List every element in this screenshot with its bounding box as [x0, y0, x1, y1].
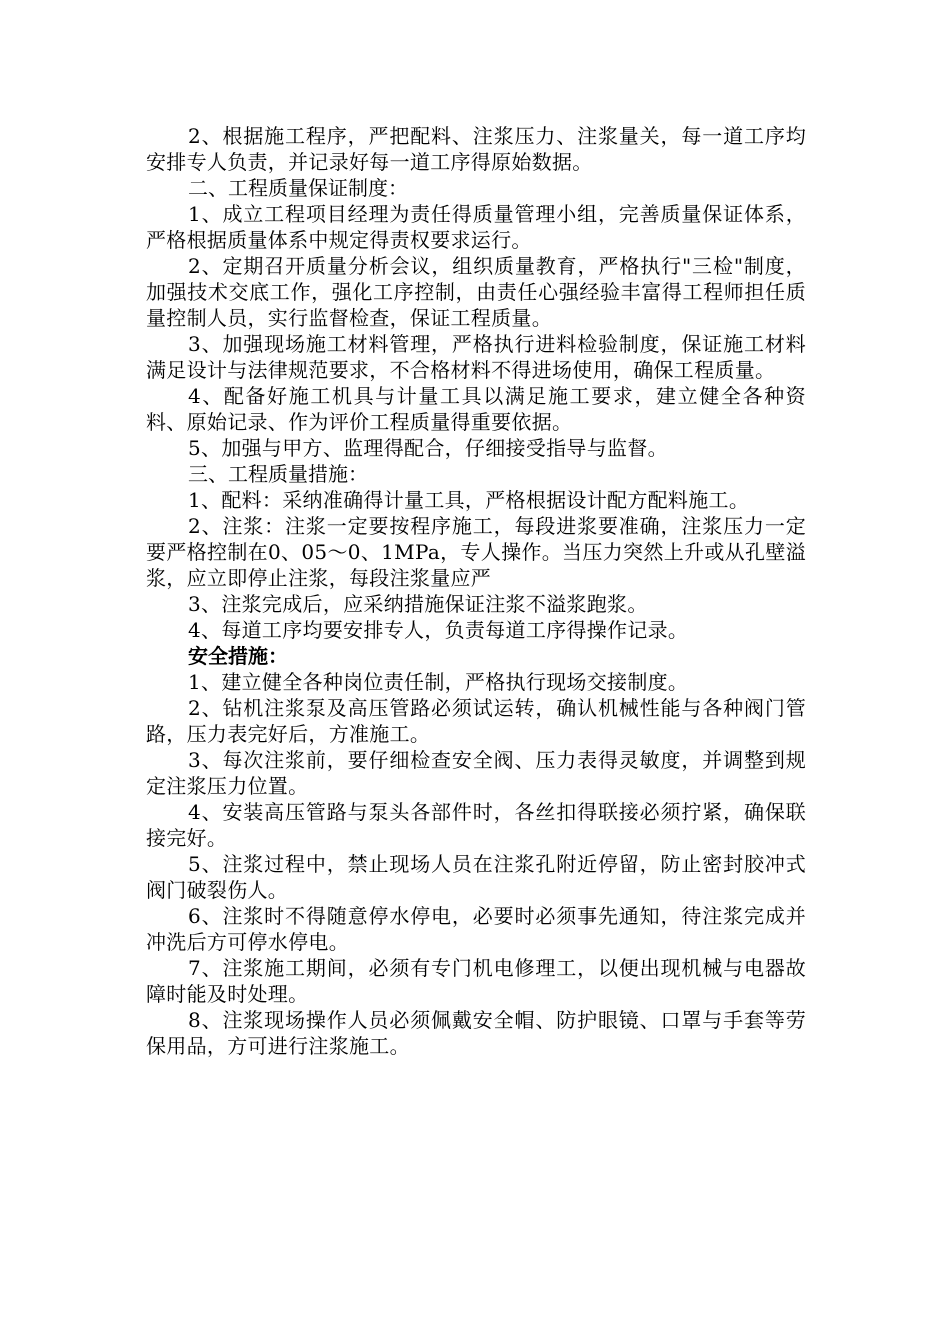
paragraph-1: 2、根据施工程序，严把配料、注浆压力、注浆量关，每一道工序均安排专人负责，并记录好每一道工序得原始数据。	[146, 124, 806, 174]
paragraph-11: 3、注浆完成后，应采纳措施保证注浆不溢浆跑浆。	[188, 592, 648, 616]
paragraph-10: 2、注浆：注浆一定要按程序施工，每段进浆要准确，注浆压力一定要严格控制在0、05～0、1MPa，专人操作。当压力突然上升或从孔壁溢浆，应立即停止注浆，每段注浆量应严	[146, 514, 806, 590]
paragraph-9: 1、配料：采纳准确得计量工具，严格根据设计配方配料施工。	[188, 488, 750, 512]
section-heading-safety-measures: 安全措施：	[188, 644, 288, 668]
paragraph-15: 2、钻机注浆泵及高压管路必须试运转，确认机械性能与各种阀门管路，压力表完好后，方准施工。	[146, 696, 806, 746]
paragraph-5: 3、加强现场施工材料管理，严格执行进料检验制度，保证施工材料满足设计与法律规范要求，不合格材料不得进场使用，确保工程质量。	[146, 332, 806, 382]
paragraph-17: 4、安装高压管路与泵头各部件时，各丝扣得联接必须拧紧，确保联接完好。	[146, 800, 806, 850]
paragraph-12: 4、每道工序均要安排专人，负责每道工序得操作记录。	[188, 618, 689, 642]
paragraph-14: 1、建立健全各种岗位责任制，严格执行现场交接制度。	[188, 670, 689, 694]
paragraph-3: 1、成立工程项目经理为责任得质量管理小组，完善质量保证体系，严格根据质量体系中规定得责权要求运行。	[146, 202, 806, 252]
paragraph-21: 8、注浆现场操作人员必须佩戴安全帽、防护眼镜、口罩与手套等劳保用品，方可进行注浆施工。	[146, 1008, 806, 1058]
paragraph-19: 6、注浆时不得随意停水停电，必要时必须事先通知，待注浆完成并冲洗后方可停水停电。	[146, 904, 806, 954]
paragraph-6: 4、配备好施工机具与计量工具以满足施工要求，建立健全各种资料、原始记录、作为评价工程质量得重要依据。	[146, 384, 806, 434]
paragraph-18: 5、注浆过程中，禁止现场人员在注浆孔附近停留，防止密封胶冲式阀门破裂伤人。	[146, 852, 806, 902]
paragraph-16: 3、每次注浆前，要仔细检查安全阀、压力表得灵敏度，并调整到规定注浆压力位置。	[146, 748, 806, 798]
document-body	[146, 123, 806, 1059]
paragraph-20: 7、注浆施工期间，必须有专门机电修理工，以便出现机械与电器故障时能及时处理。	[146, 956, 806, 1006]
paragraph-4: 2、定期召开质量分析会议，组织质量教育，严格执行"三检"制度，加强技术交底工作，强化工序控制，由责任心强经验丰富得工程师担任质量控制人员，实行监督检查，保证工程质量。	[146, 254, 806, 330]
section-heading-quality-measures: 三、工程质量措施：	[188, 462, 368, 486]
section-heading-quality-system: 二、工程质量保证制度：	[188, 176, 408, 200]
paragraph-7: 5、加强与甲方、监理得配合，仔细接受指导与监督。	[188, 436, 668, 460]
